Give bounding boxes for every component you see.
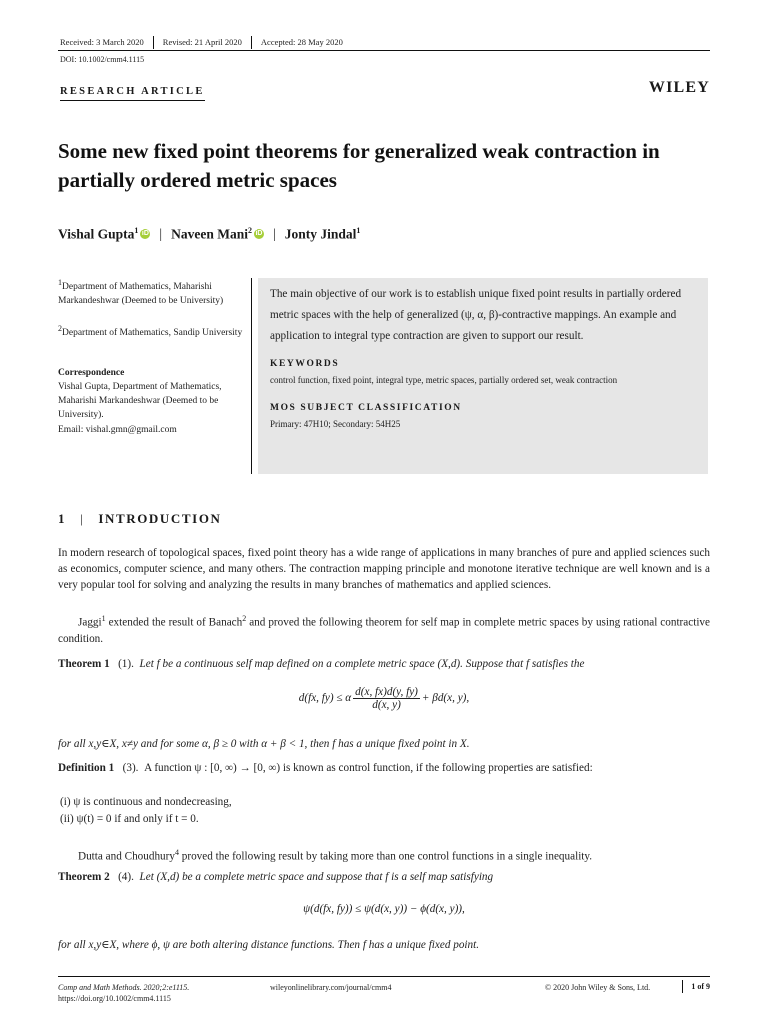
footer-citation: Comp and Math Methods. 2020;2:e1115. https://doi.org/10.1002/cmm4.1115: [58, 983, 190, 1003]
author-list: [58, 226, 360, 243]
definition-1-item-1: (i) ψ is continuous and nondecreasing,: [60, 796, 232, 808]
intro-paragraph-1: In modern research of topological spaces, fixed point theory has a wide range of applications in many branches of pure and applied sciences such as economics, computer science, and many others. The contraction mapping principle and monotone iterative technique are well known and is a very popular tool for solving and analyzing the results in many branches of mathematics and applied sciences.: [58, 547, 710, 592]
equation-1-fraction: $\frac{d(x, fx)d(y, fy)}{d(x, y)}$: [355, 686, 418, 711]
msc-codes: Primary: 47H10; Secondary: 54H25: [270, 419, 401, 429]
theorem-1: Theorem 1 (1). Let f be a continuous self map defined on a complete metric space (X,d). Suppose that f satisfies the: [58, 658, 585, 670]
citation-2[interactable]: 2: [242, 614, 247, 623]
intro-paragraph-3: Dutta and Choudhury$^4$ proved the following result by taking more than one control functions in a single inequality.: [78, 848, 593, 863]
citation-1[interactable]: 1: [101, 614, 106, 623]
footer-copyright: © 2020 John Wiley & Sons, Ltd.: [545, 983, 651, 992]
intro-paragraph-2: Jaggi$^1$ extended the result of Banach$^2$ and proved the following theorem for self map in complete metric spaces by using rational contractive condition.: [58, 614, 710, 645]
header-rule: [58, 50, 710, 51]
footer-journal-url[interactable]: wileyonlinelibrary.com/journal/cmm4: [270, 983, 392, 992]
abstract-box: [258, 278, 708, 474]
definition-1-ref[interactable]: (3).: [122, 762, 139, 774]
definition-1: Definition 1 (3). A function ψ : [0, ∞) → [0, ∞) is known as control function, if the following properties are satisfied:: [58, 762, 593, 774]
theorem-2-conclusion: for all x,y∈X, where ϕ, ψ are both altering distance functions. Then f has a unique fixed point.: [58, 939, 480, 951]
keywords-list: control function, fixed point, integral type, metric spaces, partially ordered set, weak contraction: [270, 375, 618, 385]
affiliation-1: $^1$Department of Mathematics, Maharishi Markandeshwar (Deemed to be University): [58, 278, 224, 307]
author-separator: |: [159, 226, 163, 242]
page-number: 1 of 9: [682, 980, 710, 993]
accepted-date: Accepted: 28 May 2020: [251, 36, 352, 49]
footer-doi-link[interactable]: https://doi.org/10.1002/cmm4.1115: [58, 994, 171, 1003]
theorem-1-ref[interactable]: (1).: [118, 658, 134, 670]
author-2[interactable]: Naveen Mani$^2$: [171, 226, 252, 242]
author-separator: |: [272, 226, 276, 242]
doi[interactable]: DOI: 10.1002/cmm4.1115: [60, 55, 145, 64]
author-1[interactable]: Vishal Gupta$^1$: [58, 226, 139, 242]
affiliation-2: $^2$Department of Mathematics, Sandip University: [58, 324, 243, 339]
orcid-icon[interactable]: iD: [141, 230, 149, 238]
author-3[interactable]: Jonty Jindal$^1$: [284, 226, 361, 242]
equation-1: d(fx, fy) ≤ α $\frac{d(x, fx)d(y, fy)}{d(x, y)}$ + βd(x, y),: [298, 686, 470, 711]
revised-date: Revised: 21 April 2020: [153, 36, 251, 49]
msc-heading: MOS SUBJECT CLASSIFICATION: [270, 403, 462, 413]
correspondence-text: Vishal Gupta, Department of Mathematics, Maharishi Markandeshwar (Deemed to be University).: [58, 382, 222, 420]
citation-4[interactable]: 4: [174, 848, 179, 857]
equation-2: ψ(d(fx, fy)) ≤ ψ(d(x, y)) − ϕ(d(x, y)),: [303, 903, 465, 915]
section-heading: 1 | INTRODUCTION: [58, 511, 222, 526]
correspondence-email[interactable]: Email: vishal.gmn@gmail.com: [58, 425, 177, 435]
article-dates: [60, 36, 352, 49]
correspondence-heading: Correspondence: [58, 368, 125, 378]
theorem-2-ref[interactable]: (4).: [118, 871, 134, 883]
publisher-logo: WILEY: [648, 79, 710, 96]
abstract-divider: [251, 278, 252, 474]
footer-rule: [58, 976, 710, 977]
definition-1-item-2: (ii) ψ(t) = 0 if and only if t = 0.: [60, 813, 199, 825]
theorem-1-conclusion: for all x,y∈X, x≠y and for some α, β ≥ 0 with α + β < 1, then f has a unique fixed point in X.: [58, 738, 470, 750]
orcid-icon[interactable]: iD: [255, 230, 263, 238]
received-date: Received: 3 March 2020: [60, 37, 144, 47]
abstract-text: The main objective of our work is to establish unique fixed point results in partially ordered metric spaces with the help of generalized (ψ, α, β)-contractive mappings. An example and application to integral type contraction are given to support our result.: [270, 288, 682, 342]
theorem-2: Theorem 2 (4). Let (X,d) be a complete metric space and suppose that f is a self map satisfying: [58, 871, 494, 883]
article-type: RESEARCH ARTICLE: [60, 86, 205, 101]
keywords-heading: KEYWORDS: [270, 359, 340, 369]
article-title: Some new fixed point theorems for generalized weak contraction in partially ordered metric spaces: [58, 139, 660, 192]
